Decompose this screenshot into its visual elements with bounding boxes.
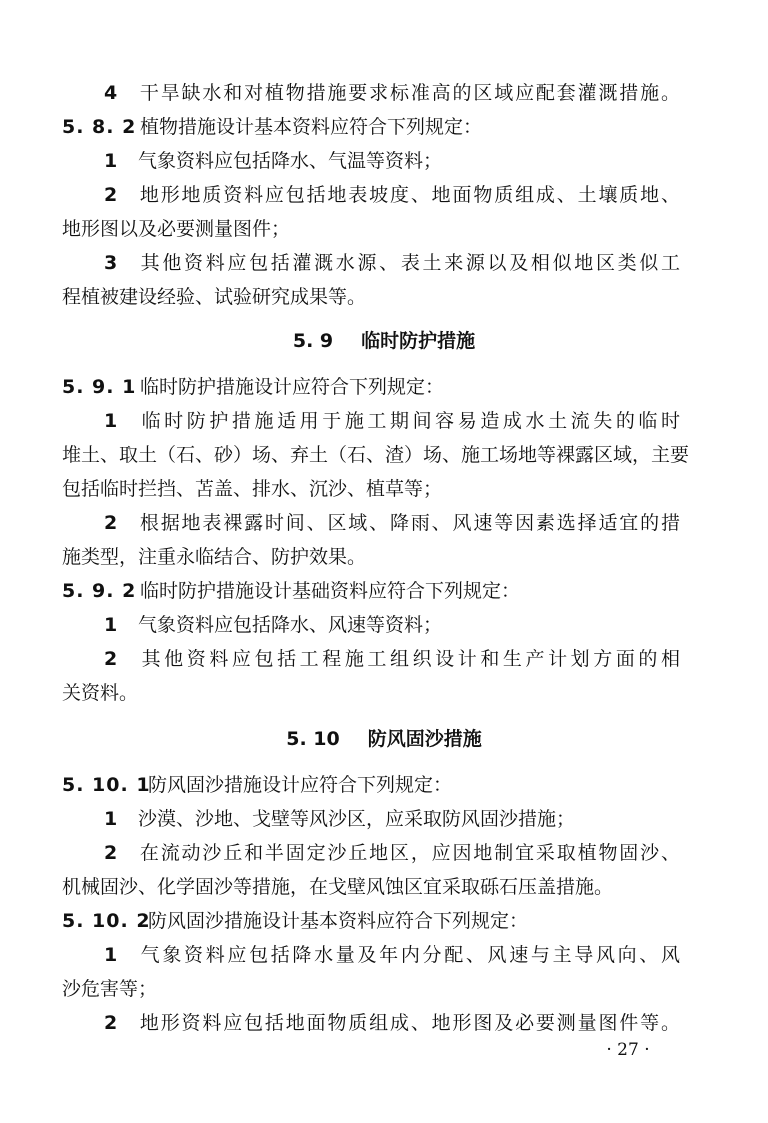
section-title-text: 防风固沙措施	[367, 728, 482, 750]
list-item	[104, 938, 680, 972]
clause-number: 5. 9. 1	[62, 376, 137, 398]
page-number: · 27 ·	[606, 1040, 650, 1060]
paragraph-text: 地形地质资料应包括地表坡度、地面物质组成、土壤质地、	[138, 184, 680, 206]
list-item	[104, 404, 680, 438]
paragraph-line: 关资料。	[62, 682, 139, 704]
paragraph-line: 沙危害等；	[62, 978, 158, 1000]
paragraph-text: 其他资料应包括灌溉水源、表土来源以及相似地区类似工	[138, 252, 680, 274]
paragraph-text: 临时防护措施适用于施工期间容易造成水土流失的临时	[138, 410, 680, 432]
section-number: 5. 10	[286, 728, 340, 750]
section-title	[0, 722, 768, 756]
list-item	[104, 642, 680, 676]
paragraph-line: 机械固沙、化学固沙等措施，在戈壁风蚀区宜采取砾石压盖措施。	[62, 876, 614, 898]
list-item	[104, 1006, 680, 1040]
clause-heading	[62, 370, 680, 404]
paragraph-line: 施类型，注重永临结合、防护效果。	[62, 546, 367, 568]
clause-heading	[62, 110, 680, 144]
list-item	[104, 836, 680, 870]
item-number: 1	[104, 944, 119, 966]
list-item	[104, 178, 680, 212]
list-item	[104, 76, 680, 110]
paragraph-text: 气象资料应包括降水、风速等资料；	[138, 614, 443, 636]
clause-heading	[62, 768, 680, 802]
paragraph-text: 沙漠、沙地、戈壁等风沙区，应采取防风固沙措施；	[138, 808, 576, 830]
paragraph-line: 地形图以及必要测量图件；	[62, 218, 291, 240]
paragraph-text: 地形资料应包括地面物质组成、地形图及必要测量图件等。	[138, 1012, 680, 1034]
item-number: 1	[104, 410, 119, 432]
list-item	[104, 246, 680, 280]
item-number: 2	[104, 842, 119, 864]
list-item	[104, 144, 680, 178]
item-number: 2	[104, 1012, 119, 1034]
paragraph-text: 防风固沙措施设计应符合下列规定：	[148, 774, 453, 796]
clause-number: 5. 9. 2	[62, 580, 137, 602]
list-item	[104, 608, 680, 642]
item-number: 2	[104, 512, 119, 534]
item-number: 2	[104, 184, 119, 206]
list-item	[104, 802, 680, 836]
paragraph-line: 包括临时拦挡、苫盖、排水、沉沙、植草等；	[62, 478, 443, 500]
paragraph-text: 临时防护措施设计基础资料应符合下列规定：	[140, 580, 521, 602]
paragraph-line: 堆土、取土（石、砂）场、弃土（石、渣）场、施工场地等裸露区域，主要	[62, 444, 690, 466]
paragraph-text: 植物措施设计基本资料应符合下列规定：	[140, 116, 483, 138]
paragraph-text: 防风固沙措施设计基本资料应符合下列规定：	[148, 910, 529, 932]
item-number: 1	[104, 150, 119, 172]
paragraph-text: 在流动沙丘和半固定沙丘地区，应因地制宜采取植物固沙、	[138, 842, 680, 864]
paragraph-text: 气象资料应包括降水、气温等资料；	[138, 150, 443, 172]
section-number: 5. 9	[292, 330, 334, 352]
clause-heading	[62, 904, 680, 938]
paragraph-text: 气象资料应包括降水量及年内分配、风速与主导风向、风	[138, 944, 680, 966]
list-item	[104, 506, 680, 540]
item-number: 3	[104, 252, 119, 274]
paragraph-line: 程植被建设经验、试验研究成果等。	[62, 286, 367, 308]
paragraph-text: 其他资料应包括工程施工组织设计和生产计划方面的相	[138, 648, 680, 670]
item-number: 1	[104, 808, 119, 830]
item-number: 2	[104, 648, 119, 670]
clause-number: 5. 10. 2	[62, 910, 151, 932]
paragraph-text: 根据地表裸露时间、区域、降雨、风速等因素选择适宜的措	[138, 512, 680, 534]
clause-number: 5. 10. 1	[62, 774, 151, 796]
clause-number: 5. 8. 2	[62, 116, 137, 138]
section-title	[0, 324, 768, 358]
paragraph-text: 临时防护措施设计应符合下列规定：	[140, 376, 445, 398]
section-title-text: 临时防护措施	[361, 330, 476, 352]
paragraph-text: 干旱缺水和对植物措施要求标准高的区域应配套灌溉措施。	[138, 82, 680, 104]
item-number: 4	[104, 82, 119, 104]
item-number: 1	[104, 614, 119, 636]
clause-heading	[62, 574, 680, 608]
